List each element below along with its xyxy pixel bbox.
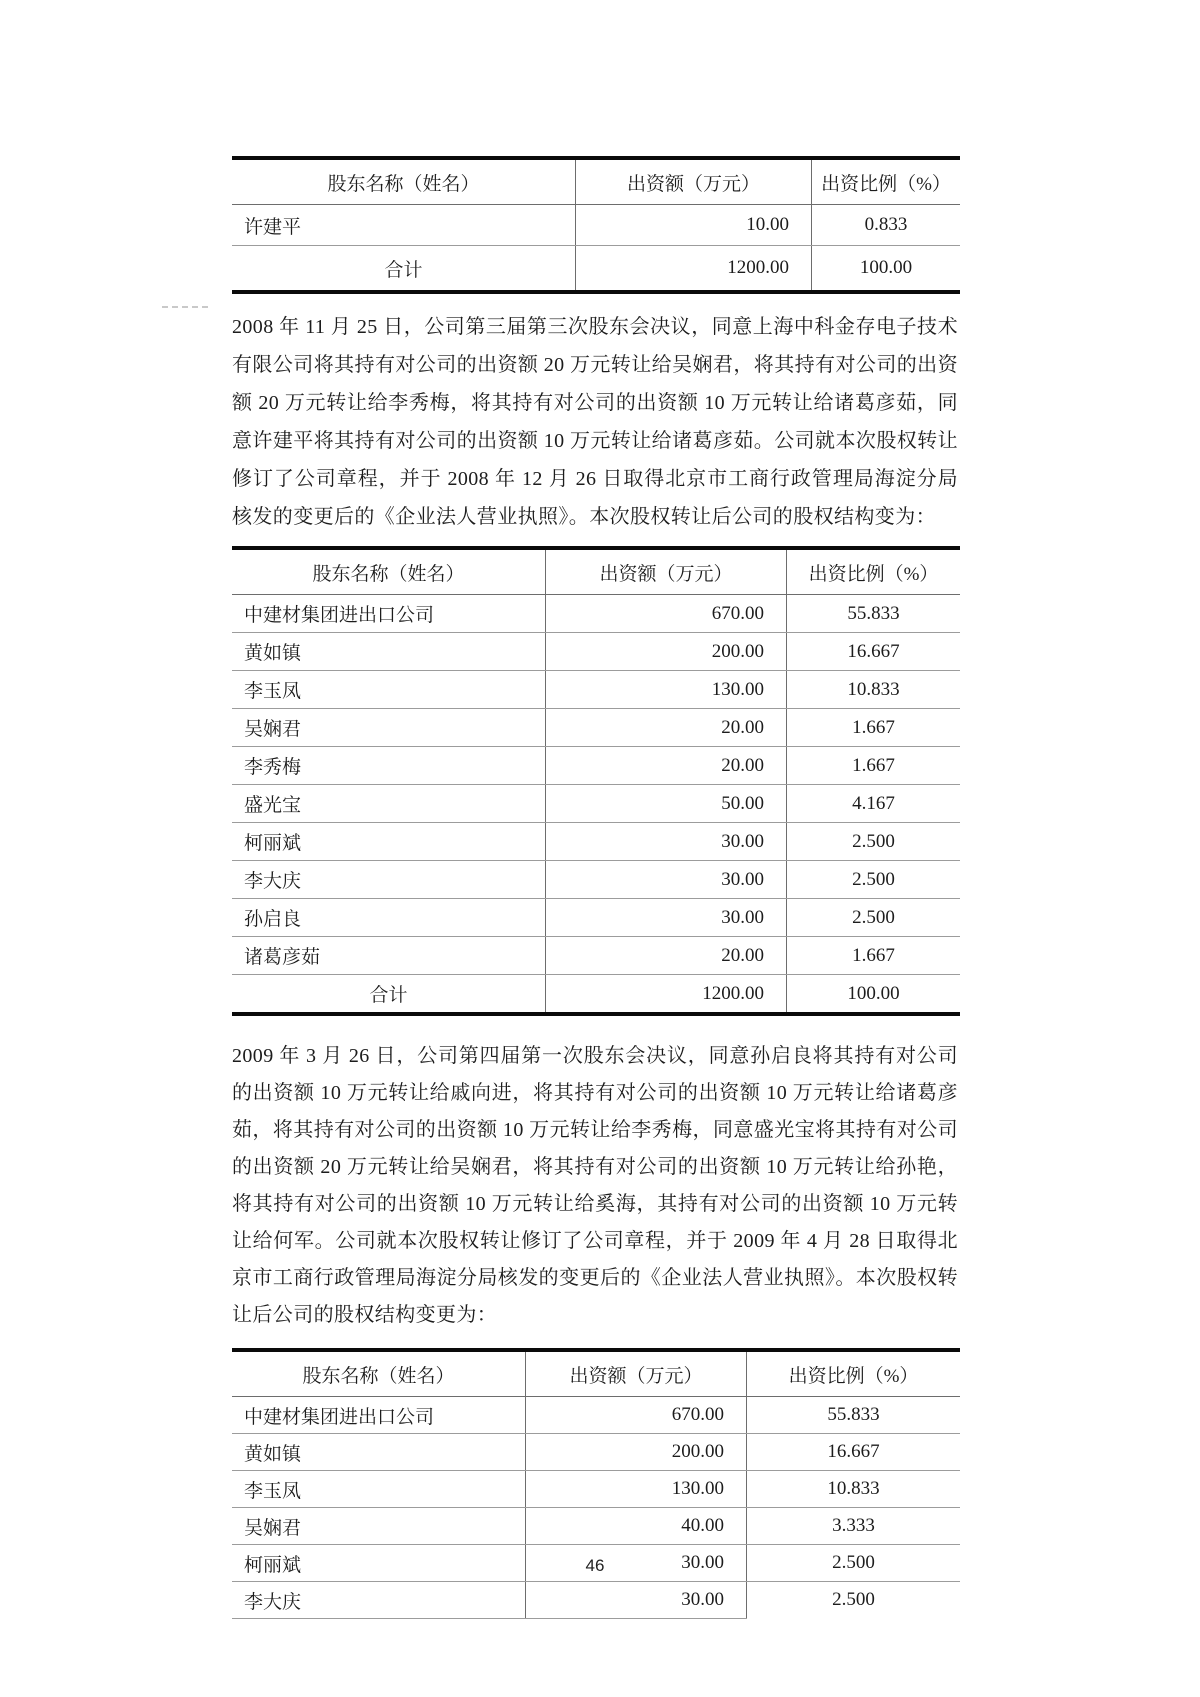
amount-cell: 30.00 bbox=[546, 823, 787, 861]
total-shareholder-name-cell: 合计 bbox=[232, 246, 576, 293]
table-row bbox=[232, 671, 960, 709]
ratio-cell: 2.500 bbox=[747, 1582, 961, 1619]
table-row bbox=[232, 709, 960, 747]
amount-cell: 20.00 bbox=[546, 709, 787, 747]
header-row bbox=[232, 158, 960, 205]
ratio-cell: 2.500 bbox=[787, 861, 961, 899]
shareholder-table-2009-after bbox=[232, 1348, 960, 1619]
ratio-cell: 2.500 bbox=[787, 823, 961, 861]
table-row bbox=[232, 633, 960, 671]
shareholder-name-cell: 柯丽斌 bbox=[232, 823, 546, 861]
ratio-cell: 0.833 bbox=[812, 205, 961, 246]
ratio-cell: 10.833 bbox=[747, 1471, 961, 1508]
table-row bbox=[232, 1397, 960, 1434]
shareholder-name-cell: 李玉凤 bbox=[232, 671, 546, 709]
amount-cell: 670.00 bbox=[526, 1397, 747, 1434]
amount-cell: 40.00 bbox=[526, 1508, 747, 1545]
shareholder-name-cell: 李玉凤 bbox=[232, 1471, 526, 1508]
ratio-cell: 1.667 bbox=[787, 709, 961, 747]
amount-cell: 670.00 bbox=[546, 595, 787, 633]
shareholder-name-cell: 李大庆 bbox=[232, 861, 546, 899]
amount-cell: 200.00 bbox=[546, 633, 787, 671]
shareholder-name-cell: 李秀梅 bbox=[232, 747, 546, 785]
shareholder-name-cell: 吴娴君 bbox=[232, 1508, 526, 1545]
shareholder-name-cell: 许建平 bbox=[232, 205, 576, 246]
amount-cell: 30.00 bbox=[526, 1545, 747, 1582]
shareholder-name-cell: 诸葛彦茹 bbox=[232, 937, 546, 975]
total-ratio-cell: 100.00 bbox=[812, 246, 961, 293]
total-shareholder-name-cell: 合计 bbox=[232, 975, 546, 1015]
shareholder-name-cell: 李大庆 bbox=[232, 1582, 526, 1619]
ratio-cell: 4.167 bbox=[787, 785, 961, 823]
ratio-cell: 16.667 bbox=[747, 1434, 961, 1471]
amount-cell: 30.00 bbox=[526, 1582, 747, 1619]
table-row bbox=[232, 205, 960, 246]
table-row bbox=[232, 899, 960, 937]
amount-cell: 20.00 bbox=[546, 747, 787, 785]
paragraph-2008-transfer: 2008 年 11 月 25 日，公司第三届第三次股东会决议，同意上海中科金存电子技术有限公司将其持有对公司的出资额 20 万元转让给吴娴君，将其持有对公司的出资额 20 万元转让给李秀梅，将其持有对公司的出资额 10 万元转让给诸葛彦茹，同意许建平将其持有对公司的出资额 10 万元转让给诸葛彦茹。公司就本次股权转让修订了公司章程，并于 2008 年 12 月 26 日取得北京市工商行政管理局海淀分局核发的变更后的《企业法人营业执照》。本次股权转让后公司的股权结构变为： bbox=[232, 316, 958, 528]
page-number: 46 bbox=[585, 1556, 605, 1575]
shareholder-name-cell: 孙启良 bbox=[232, 899, 546, 937]
amount-column-header: 出资额（万元） bbox=[526, 1350, 747, 1397]
ratio-cell: 3.333 bbox=[747, 1508, 961, 1545]
amount-cell: 200.00 bbox=[526, 1434, 747, 1471]
table-row bbox=[232, 747, 960, 785]
total-amount-cell: 1200.00 bbox=[546, 975, 787, 1015]
ratio-column-header: 出资比例（%） bbox=[787, 548, 961, 595]
shareholder-table-2008-after bbox=[232, 546, 960, 1016]
table-row bbox=[232, 861, 960, 899]
shareholder-name-cell: 盛光宝 bbox=[232, 785, 546, 823]
table-row bbox=[232, 1434, 960, 1471]
ratio-cell: 2.500 bbox=[787, 899, 961, 937]
table-row bbox=[232, 595, 960, 633]
amount-cell: 20.00 bbox=[546, 937, 787, 975]
amount-column-header: 出资额（万元） bbox=[576, 158, 812, 205]
amount-cell: 30.00 bbox=[546, 899, 787, 937]
shareholder-name-cell: 中建材集团进出口公司 bbox=[232, 595, 546, 633]
shareholder-name-cell: 柯丽斌 bbox=[232, 1545, 526, 1582]
ratio-column-header: 出资比例（%） bbox=[747, 1350, 961, 1397]
amount-cell: 130.00 bbox=[546, 671, 787, 709]
amount-cell: 50.00 bbox=[546, 785, 787, 823]
amount-cell: 130.00 bbox=[526, 1471, 747, 1508]
amount-column-header: 出资额（万元） bbox=[546, 548, 787, 595]
table-row bbox=[232, 1508, 960, 1545]
name-column-header: 股东名称（姓名） bbox=[232, 548, 546, 595]
table-row bbox=[232, 785, 960, 823]
ratio-cell: 1.667 bbox=[787, 937, 961, 975]
table-row bbox=[232, 823, 960, 861]
shareholder-name-cell: 中建材集团进出口公司 bbox=[232, 1397, 526, 1434]
total-row bbox=[232, 246, 960, 293]
header-row bbox=[232, 548, 960, 595]
amount-cell: 30.00 bbox=[546, 861, 787, 899]
name-column-header: 股东名称（姓名） bbox=[232, 158, 576, 205]
shareholder-name-cell: 黄如镇 bbox=[232, 1434, 526, 1471]
margin-dash-artifact bbox=[162, 306, 208, 308]
shareholder-name-cell: 吴娴君 bbox=[232, 709, 546, 747]
amount-cell: 10.00 bbox=[576, 205, 812, 246]
header-row bbox=[232, 1350, 960, 1397]
page-content bbox=[232, 156, 958, 1619]
ratio-cell: 55.833 bbox=[747, 1397, 961, 1434]
shareholder-table-2008-before bbox=[232, 156, 960, 294]
ratio-cell: 55.833 bbox=[787, 595, 961, 633]
shareholder-name-cell: 黄如镇 bbox=[232, 633, 546, 671]
ratio-column-header: 出资比例（%） bbox=[812, 158, 961, 205]
ratio-cell: 1.667 bbox=[787, 747, 961, 785]
table-row bbox=[232, 937, 960, 975]
paragraph-2009-transfer: 2009 年 3 月 26 日，公司第四届第一次股东会决议，同意孙启良将其持有对公司的出资额 10 万元转让给戚向进，将其持有对公司的出资额 10 万元转让给诸葛彦茹，将其持有对公司的出资额 10 万元转让给李秀梅，同意盛光宝将其持有对公司的出资额 20 万元转让给吴娴君，将其持有对公司的出资额 10 万元转让给孙艳，将其持有对公司的出资额 10 万元转让给奚海，其持有对公司的出资额 10 万元转让给何军。公司就本次股权转让修订了公司章程，并于 2009 年 4 月 28 日取得北京市工商行政管理局海淀分局核发的变更后的《企业法人营业执照》。本次股权转让后公司的股权结构变更为： bbox=[232, 1045, 958, 1326]
ratio-cell: 2.500 bbox=[747, 1545, 961, 1582]
table-row bbox=[232, 1471, 960, 1508]
ratio-cell: 10.833 bbox=[787, 671, 961, 709]
ratio-cell: 16.667 bbox=[787, 633, 961, 671]
total-ratio-cell: 100.00 bbox=[787, 975, 961, 1015]
table-row bbox=[232, 1582, 960, 1619]
name-column-header: 股东名称（姓名） bbox=[232, 1350, 526, 1397]
total-row bbox=[232, 975, 960, 1015]
total-amount-cell: 1200.00 bbox=[576, 246, 812, 293]
